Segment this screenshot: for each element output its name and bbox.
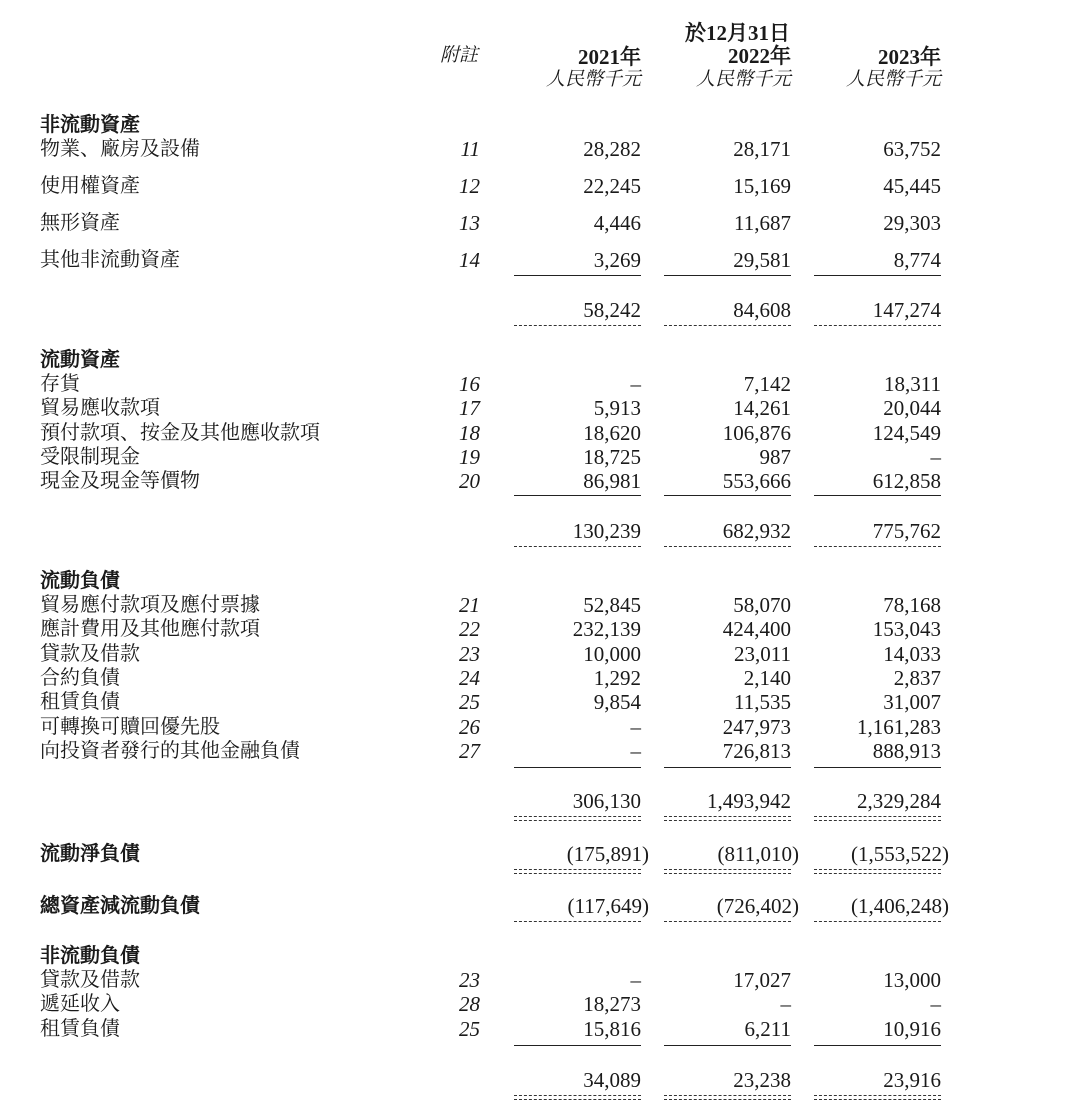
section-title-non-current-liabilities: 非流動負債: [40, 943, 140, 967]
rule: [664, 275, 791, 276]
subtotal-2021: 58,242: [583, 298, 641, 322]
subtotal-2022: 1,493,942: [707, 789, 791, 813]
row-value-2022: 987: [759, 445, 791, 469]
net-current-liabilities-2021: (175,891): [566, 842, 649, 866]
dashed-rule: [514, 325, 641, 326]
row-note: 23: [459, 968, 480, 992]
dashed-rule: [514, 873, 641, 874]
section-title-current-liabilities: 流動負債: [40, 568, 120, 592]
row-value-2022: 11,535: [734, 690, 791, 714]
dashed-rule: [514, 820, 641, 821]
dashed-rule: [664, 873, 791, 874]
row-label: 應計費用及其他應付款項: [40, 616, 260, 640]
row-value-2022: 15,169: [733, 174, 791, 198]
dashed-rule: [514, 546, 641, 547]
year-header-2022: 2022年: [728, 44, 791, 68]
row-value-2023: 8,774: [893, 248, 941, 272]
row-label: 合約負債: [40, 665, 120, 689]
row-value-2021: 9,854: [593, 690, 641, 714]
net-current-liabilities-label: 流動淨負債: [40, 841, 140, 865]
section-title-current-assets: 流動資產: [40, 347, 120, 371]
row-value-2023: 13,000: [883, 968, 941, 992]
rule: [814, 1045, 941, 1046]
subtotal-2022: 23,238: [733, 1068, 791, 1092]
row-label: 貸款及借款: [40, 641, 140, 665]
rule: [664, 767, 791, 768]
row-value-2021: –: [630, 715, 641, 739]
row-value-2021: 1,292: [593, 666, 641, 690]
dashed-rule: [514, 816, 641, 817]
net-current-liabilities-2023: (1,553,522): [851, 842, 949, 866]
subtotal-2023: 775,762: [872, 519, 941, 543]
row-value-2021: –: [630, 372, 641, 396]
dashed-rule: [814, 1095, 941, 1096]
row-value-2022: 106,876: [722, 421, 791, 445]
row-value-2021: 86,981: [583, 469, 641, 493]
row-value-2023: 31,007: [883, 690, 941, 714]
rule: [514, 495, 641, 496]
row-note: 21: [459, 593, 480, 617]
rule: [664, 1045, 791, 1046]
total-assets-less-cl-2021: (117,649): [567, 894, 649, 918]
total-assets-less-cl-2022: (726,402): [716, 894, 799, 918]
dashed-rule: [664, 1095, 791, 1096]
row-note: 19: [459, 445, 480, 469]
row-value-2022: 11,687: [734, 211, 791, 235]
total-assets-less-cl-2023: (1,406,248): [851, 894, 949, 918]
row-label: 無形資產: [40, 210, 120, 234]
subtotal-2021: 130,239: [572, 519, 641, 543]
subtotal-2022: 84,608: [733, 298, 791, 322]
row-note: 25: [459, 690, 480, 714]
rule: [814, 495, 941, 496]
row-value-2022: 553,666: [722, 469, 791, 493]
row-value-2023: 1,161,283: [857, 715, 941, 739]
dashed-rule: [664, 1099, 791, 1100]
row-label: 存貨: [40, 371, 80, 395]
row-value-2021: 18,725: [583, 445, 641, 469]
row-note: 13: [459, 211, 480, 235]
rule: [514, 275, 641, 276]
row-value-2022: 29,581: [733, 248, 791, 272]
dashed-rule: [814, 869, 941, 870]
rule: [664, 495, 791, 496]
row-value-2021: 15,816: [583, 1017, 641, 1041]
row-label: 貿易應付款項及應付票據: [40, 592, 260, 616]
row-label: 可轉換可贖回優先股: [40, 714, 220, 738]
row-value-2021: 52,845: [583, 593, 641, 617]
row-note: 22: [459, 617, 480, 641]
row-note: 12: [459, 174, 480, 198]
year-header-2021: 2021年: [578, 45, 641, 69]
row-value-2023: –: [930, 992, 941, 1016]
subtotal-2023: 23,916: [883, 1068, 941, 1092]
note-header: 附註: [440, 44, 479, 66]
dashed-rule: [814, 816, 941, 817]
net-current-liabilities-2022: (811,010): [717, 842, 799, 866]
row-label: 貸款及借款: [40, 967, 140, 991]
row-label: 受限制現金: [40, 444, 140, 468]
row-value-2023: 18,311: [884, 372, 941, 396]
unit-header-2022: 人民幣千元: [695, 68, 791, 90]
row-note: 11: [460, 137, 480, 161]
dashed-rule: [814, 873, 941, 874]
dashed-rule: [664, 921, 791, 922]
row-note: 16: [459, 372, 480, 396]
row-value-2021: 28,282: [583, 137, 641, 161]
total-assets-less-cl-label: 總資產減流動負債: [40, 893, 200, 917]
subtotal-2021: 306,130: [572, 789, 641, 813]
rule: [814, 767, 941, 768]
dashed-rule: [814, 546, 941, 547]
row-value-2022: 14,261: [733, 396, 791, 420]
row-value-2023: 2,837: [893, 666, 941, 690]
row-value-2023: 888,913: [872, 739, 941, 763]
row-value-2022: 424,400: [722, 617, 791, 641]
row-value-2023: 124,549: [872, 421, 941, 445]
row-note: 26: [459, 715, 480, 739]
row-value-2021: 232,139: [572, 617, 641, 641]
subtotal-2023: 147,274: [872, 298, 941, 322]
row-note: 20: [459, 469, 480, 493]
row-value-2021: 22,245: [583, 174, 641, 198]
row-value-2023: –: [930, 445, 941, 469]
section-title-non-current-assets: 非流動資產: [40, 112, 140, 136]
row-value-2023: 45,445: [883, 174, 941, 198]
row-value-2022: 28,171: [733, 137, 791, 161]
row-label: 遞延收入: [40, 991, 120, 1015]
row-note: 27: [459, 739, 480, 763]
row-label: 現金及現金等價物: [40, 468, 200, 492]
row-value-2022: 7,142: [743, 372, 791, 396]
dashed-rule: [664, 816, 791, 817]
row-value-2023: 63,752: [883, 137, 941, 161]
row-value-2023: 10,916: [883, 1017, 941, 1041]
dashed-rule: [514, 869, 641, 870]
row-value-2022: –: [780, 992, 791, 1016]
row-value-2022: 17,027: [733, 968, 791, 992]
row-note: 17: [459, 396, 480, 420]
row-value-2023: 78,168: [883, 593, 941, 617]
row-note: 28: [459, 992, 480, 1016]
row-value-2021: 18,273: [583, 992, 641, 1016]
row-value-2022: 726,813: [722, 739, 791, 763]
dashed-rule: [514, 1095, 641, 1096]
row-label: 預付款項、按金及其他應收款項: [40, 420, 320, 444]
dashed-rule: [664, 546, 791, 547]
dashed-rule: [664, 869, 791, 870]
row-value-2021: 18,620: [583, 421, 641, 445]
row-value-2023: 612,858: [872, 469, 941, 493]
row-value-2021: 10,000: [583, 642, 641, 666]
row-value-2021: –: [630, 968, 641, 992]
row-value-2023: 29,303: [883, 211, 941, 235]
row-label: 貿易應收款項: [40, 395, 160, 419]
subtotal-2021: 34,089: [583, 1068, 641, 1092]
row-value-2022: 247,973: [722, 715, 791, 739]
row-value-2021: –: [630, 739, 641, 763]
row-value-2023: 153,043: [872, 617, 941, 641]
dashed-rule: [814, 921, 941, 922]
row-value-2021: 4,446: [593, 211, 641, 235]
row-label: 向投資者發行的其他金融負債: [40, 738, 300, 762]
dashed-rule: [664, 325, 791, 326]
row-value-2022: 23,011: [734, 642, 791, 666]
dashed-rule: [664, 820, 791, 821]
date-header: 於12月31日: [685, 21, 790, 45]
row-value-2023: 14,033: [883, 642, 941, 666]
row-label: 使用權資產: [40, 173, 140, 197]
row-value-2022: 2,140: [743, 666, 791, 690]
row-note: 18: [459, 421, 480, 445]
dashed-rule: [814, 1099, 941, 1100]
row-label: 其他非流動資產: [40, 247, 180, 271]
dashed-rule: [514, 1099, 641, 1100]
rule: [814, 275, 941, 276]
row-label: 租賃負債: [40, 689, 120, 713]
row-value-2023: 20,044: [883, 396, 941, 420]
dashed-rule: [514, 921, 641, 922]
year-header-2023: 2023年: [878, 45, 941, 69]
row-value-2022: 6,211: [744, 1017, 791, 1041]
subtotal-2023: 2,329,284: [857, 789, 941, 813]
unit-header-2021: 人民幣千元: [545, 68, 641, 90]
row-note: 14: [459, 248, 480, 272]
dashed-rule: [814, 820, 941, 821]
subtotal-2022: 682,932: [722, 519, 791, 543]
row-value-2021: 5,913: [593, 396, 641, 420]
row-label: 物業、廠房及設備: [40, 136, 200, 160]
row-value-2021: 3,269: [593, 248, 641, 272]
unit-header-2023: 人民幣千元: [845, 68, 941, 90]
rule: [514, 1045, 641, 1046]
row-note: 25: [459, 1017, 480, 1041]
dashed-rule: [814, 325, 941, 326]
rule: [514, 767, 641, 768]
row-note: 23: [459, 642, 480, 666]
row-note: 24: [459, 666, 480, 690]
row-label: 租賃負債: [40, 1016, 120, 1040]
row-value-2022: 58,070: [733, 593, 791, 617]
